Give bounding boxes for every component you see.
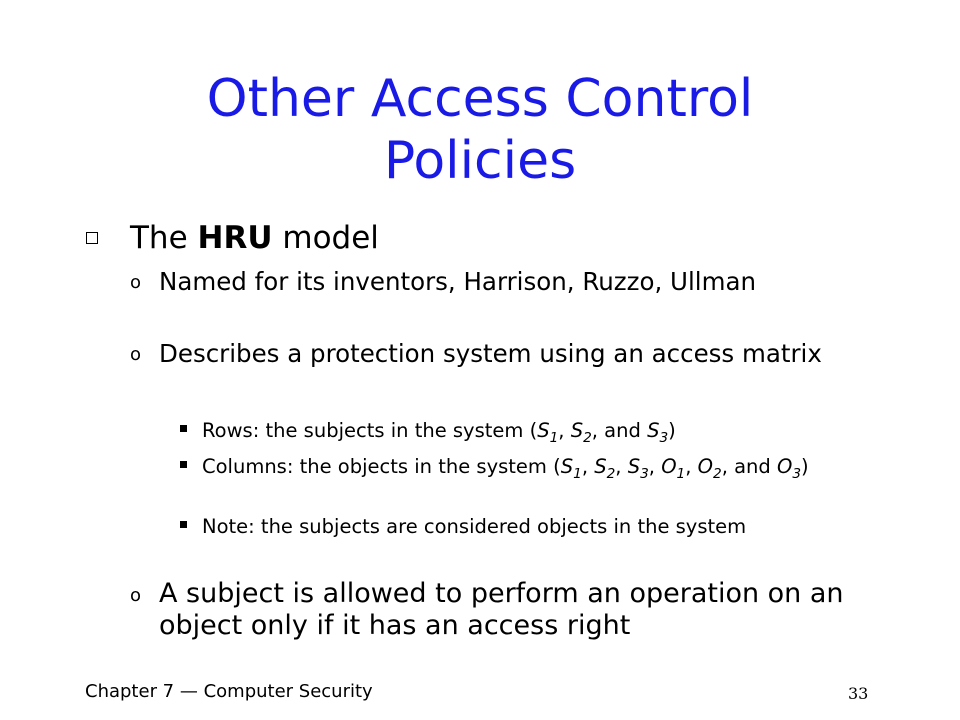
circle-bullet-icon: o: [130, 344, 142, 365]
col-o3-subscript: 3: [792, 465, 802, 482]
bullet-columns-text: [202, 455, 882, 486]
object-o2: [697, 455, 722, 482]
s2-letter: S: [570, 419, 584, 442]
col-o2-subscript: 2: [713, 465, 722, 482]
object-s1: [560, 455, 582, 482]
square-bullet-icon: [180, 461, 187, 468]
col-s1-letter: S: [560, 455, 574, 478]
slide-title-line-1: Other Access Control: [206, 69, 754, 129]
bullet-hru-prefix: The: [130, 220, 198, 256]
col-o1-subscript: 1: [676, 465, 686, 482]
columns-sep-1: ,: [581, 455, 595, 478]
bullet-subject-allowed-text: A subject is allowed to perform an operation on an object only if it has an access right: [159, 578, 844, 641]
subject-s3: [647, 419, 669, 446]
square-bullet-icon: [180, 521, 187, 528]
object-s3: [627, 455, 649, 482]
columns-sep-2: ,: [615, 455, 628, 478]
circle-bullet-icon: o: [130, 585, 142, 606]
col-s1-subscript: 1: [573, 465, 582, 482]
circle-bullet-icon: o: [130, 272, 142, 293]
s1-subscript: 1: [549, 429, 559, 446]
columns-suffix: ): [801, 455, 809, 478]
s2-subscript: 2: [583, 429, 592, 446]
object-o1: [661, 455, 686, 482]
rows-suffix: ): [668, 419, 676, 442]
columns-sep-3: ,: [648, 455, 662, 478]
rows-sep-1: ,: [558, 419, 571, 442]
bullet-rows-text: [202, 419, 882, 450]
col-o3-letter: O: [776, 455, 793, 478]
footer-page-number: 33: [848, 684, 869, 703]
columns-sep-5: , and: [721, 455, 777, 478]
bullet-hru-suffix: model: [272, 220, 379, 256]
col-o1-letter: O: [661, 455, 677, 478]
columns-prefix: Columns: the objects in the system (: [202, 455, 561, 478]
object-o3: [776, 455, 802, 482]
hru-bold-term: HRU: [197, 220, 273, 256]
columns-sep-4: ,: [685, 455, 698, 478]
col-o2-letter: O: [697, 455, 713, 478]
footer-chapter: Chapter 7 — Computer Security: [85, 681, 373, 702]
hollow-square-bullet-icon: [86, 232, 98, 244]
s3-subscript: 3: [659, 429, 669, 446]
bullet-hru-model-text: [130, 219, 379, 257]
bullet-named-inventors-text: Named for its inventors, Harrison, Ruzzo, Ullman: [159, 267, 757, 296]
col-s2-letter: S: [594, 455, 607, 478]
bullet-note-text: Note: the subjects are considered objects in the system: [202, 515, 747, 538]
col-s2-subscript: 2: [606, 465, 616, 482]
s1-letter: S: [537, 419, 550, 442]
object-s2: [594, 455, 616, 482]
subject-s2: [570, 419, 592, 446]
slide-title: [0, 68, 960, 192]
col-s3-letter: S: [627, 455, 641, 478]
slide-title-line-2: Policies: [383, 131, 577, 191]
bullet-describes-system-text: Describes a protection system using an access matrix: [159, 339, 822, 368]
s3-letter: S: [647, 419, 660, 442]
col-s3-subscript: 3: [640, 465, 649, 482]
square-bullet-icon: [180, 425, 187, 432]
rows-sep-2: , and: [591, 419, 648, 442]
subject-s1: [537, 419, 559, 446]
rows-prefix: Rows: the subjects in the system (: [202, 419, 538, 442]
